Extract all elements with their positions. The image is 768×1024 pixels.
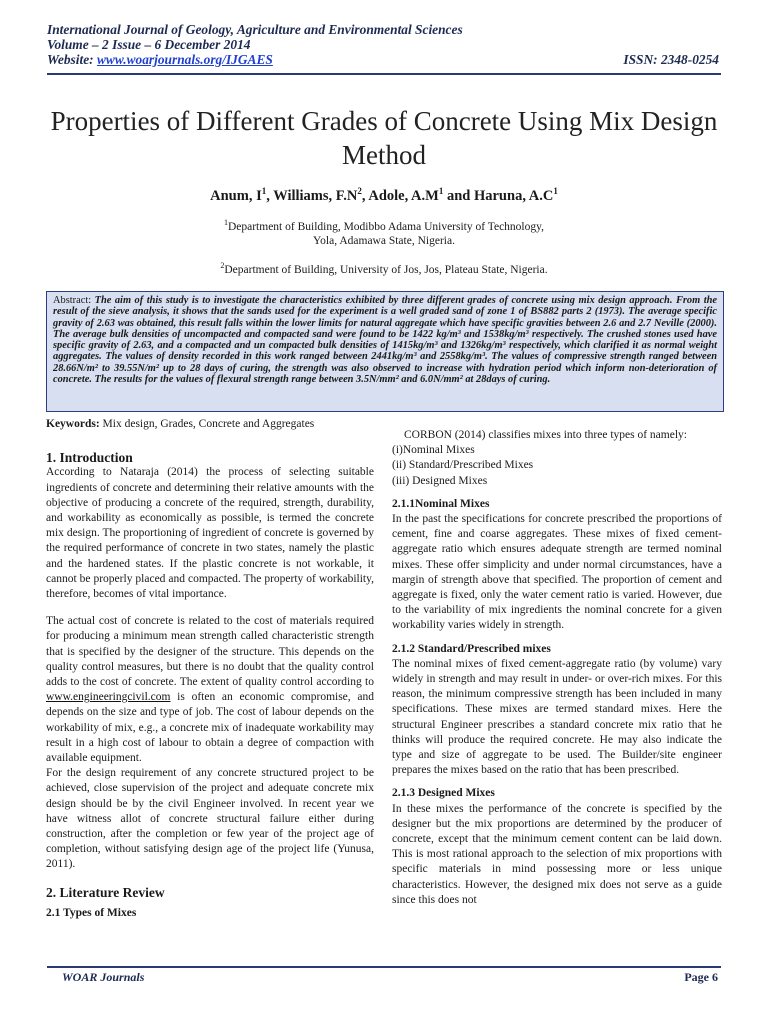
paragraph: In the past the specifications for concrete prescribed the proportions of cement, fine and coarse aggregates. These mixes of fixed cement-aggregate ratio which ensures adequate strength are termed nominal mixes. These offer simplicity and under normal circumstances, have a margin of strength above that specified. The proportion of cement and aggregate is fixed, only the water cement ratio is varied. However, due to the variability of mix ingredients the nominal concrete for a given workability varies widely in strength. xyxy=(392,513,722,632)
right-column xyxy=(392,428,722,908)
keywords-label: Keywords: xyxy=(46,418,100,430)
paragraph xyxy=(46,614,374,766)
page-number: Page 6 xyxy=(684,970,718,984)
subsection-heading-designed: 2.1.3 Designed Mixes xyxy=(392,787,495,800)
website-label: Website: xyxy=(47,52,97,67)
author-list xyxy=(0,186,768,205)
footer-journal: WOAR Journals xyxy=(62,970,145,984)
affiliation-1 xyxy=(0,216,768,248)
website-link[interactable]: www.woarjournals.org/IJGAES xyxy=(96,52,273,67)
affil-text: Yola, Adamawa State, Nigeria. xyxy=(313,234,455,247)
section-heading-introduction: 1. Introduction xyxy=(46,450,133,466)
header-divider xyxy=(47,73,721,75)
page-footer xyxy=(62,970,718,985)
paragraph: The nominal mixes of fixed cement-aggregate ratio (by volume) vary widely in strength and may result in under- or over-rich mixes. For this reason, the minimum compressive strength has been included in many specifications. These mixes are termed standard mixes. Here the structural Engineer prescribes a standard concrete mix ratio that he thinks will produce the required concrete. He may also indicate the type and size of aggregate to be used. The Builder/site engineer prepares the mixes based on the ratio that has been prescribed. xyxy=(392,657,722,777)
subsection-heading-nominal: 2.1.1Nominal Mixes xyxy=(392,497,490,510)
author-name: Anum, I xyxy=(210,187,262,204)
keywords xyxy=(46,417,374,432)
paper-title: Properties of Different Grades of Concrete Using Mix Design Method xyxy=(50,106,718,170)
paragraph: In these mixes the performance of the concrete is specified by the designer but the mix proportions are determined by the producer of concrete, except that the minimum cement content can be laid down. This is most rational approach to the selection of mix proportions with specific materials in mind possessing more or less unique characteristics. However, the designed mix does not serve as a guide since this does not xyxy=(392,802,722,906)
author-affil-mark: 2 xyxy=(357,186,362,196)
footer-divider xyxy=(47,966,721,968)
left-column xyxy=(46,417,374,921)
keywords-text: Mix design, Grades, Concrete and Aggregates xyxy=(99,418,315,430)
affil-text: Department of Building, University of Jos, Jos, Plateau State, Nigeria. xyxy=(224,263,548,276)
affil-text: Department of Building, Modibbo Adama University of Technology, xyxy=(227,220,545,233)
journal-volume: Volume – 2 Issue – 6 December 2014 xyxy=(47,37,251,52)
paragraph-text: is often an economic compromise, and depends on the size and type of job. The cost of labour depends on the workability of mix, e.g., a concrete mix of inadequate workability may result in a high cost of labour to obtain a degree of compaction with available equipment. xyxy=(46,691,374,765)
journal-website xyxy=(47,52,273,67)
author-affil-mark: 1 xyxy=(553,186,558,196)
journal-issn: ISSN: 2348-0254 xyxy=(623,52,719,67)
abstract-box xyxy=(46,291,724,412)
abstract-text: The aim of this study is to investigate the characteristics exhibited by three different grades of concrete using mix design approach. From the result of the sieve analysis, it shows that the sands used for the experiment is a well graded sand of zone 1 of BS882 parts 2 (1973). The average specific gravity of 2.63 was obtained, this result falls within the lower limits for natural aggregate which have specific gravities between 2.6 and 2.7 Neville (2000). The average bulk densities of uncompacted and compacted sand were found to be 1422 kg/m³ and 1538kg/m³ respectively. The crushed stones used have specific gravity of 2.63, and a compacted and un compacted bulk densities of 1415kg/m³ and 1326kg/m³ respectively, which clarified it as normal weight aggregates. The values of density recorded in this work ranged between 2441kg/m³ and 2558kg/m³. The values of compressive strength ranged between 28.66N/m² to 39.55N/m² up to 28 days of curing, the strength was also observed to increase with hydration period which inform non-deterioration of concrete. The results for the values of flexural strength range between 3.5N/mm² and 6.0N/mm² at 28days of curing. xyxy=(53,295,718,386)
list-item: (ii) Standard/Prescribed Mixes xyxy=(392,459,534,472)
paragraph-text: The actual cost of concrete is related to the cost of materials required for producing a minimum mean strength called characteristic strength that is specified by the designer of the structure. This depends on the quality control measures, but there is no doubt that the quality control adds to the cost of concrete. The extent of quality control according to xyxy=(46,615,374,689)
author-name: and Haruna, A.C xyxy=(443,187,554,204)
author-name: , Adole, A.M xyxy=(361,187,439,204)
section-heading-literature-review: 2. Literature Review xyxy=(46,884,165,900)
affil-mark: 1 xyxy=(223,218,228,227)
list-item: (i)Nominal Mixes xyxy=(392,444,475,457)
subsection-heading-types: 2.1 Types of Mixes xyxy=(46,906,137,919)
paragraph: For the design requirement of any concrete structured project to be achieved, close supervision of the project and adequate concrete mix design should be by the civil Engineer involved. In recent year we have witness allot of concrete structural failure either during construction, after the completion or few year of the project age of completion, without satisfying design age of the project life (Yunusa, 2011). xyxy=(46,767,374,871)
author-name: , Williams, F.N xyxy=(266,187,358,204)
journal-name: International Journal of Geology, Agriculture and Environmental Sciences xyxy=(47,22,463,37)
paragraph: According to Nataraja (2014) the process of selecting suitable ingredients of concrete and determining their relative amounts with the objective of producing a concrete of the required, strength, durability, and workability as economically as possible, is termed the concrete mix design. The proportioning of ingredient of concrete is governed by the required performance of concrete in two states, namely the plastic and the hardened states. If the plastic concrete is not workable, it cannot be properly placed and compacted. The property of workability, therefore, becomes of vital importance. xyxy=(46,466,374,601)
subsection-heading-standard: 2.1.2 Standard/Prescribed mixes xyxy=(392,642,551,655)
author-affil-mark: 1 xyxy=(438,186,444,196)
list-item: (iii) Designed Mixes xyxy=(392,474,488,487)
journal-header xyxy=(47,22,719,67)
paragraph: CORBON (2014) classifies mixes into three types of namely: xyxy=(404,429,687,441)
abstract-label: Abstract: xyxy=(53,295,95,306)
affil-mark: 2 xyxy=(220,261,225,270)
author-affil-mark: 1 xyxy=(261,186,267,196)
affiliation-2 xyxy=(0,259,768,277)
citation-link[interactable]: www.engineeringcivil.com xyxy=(46,691,171,704)
